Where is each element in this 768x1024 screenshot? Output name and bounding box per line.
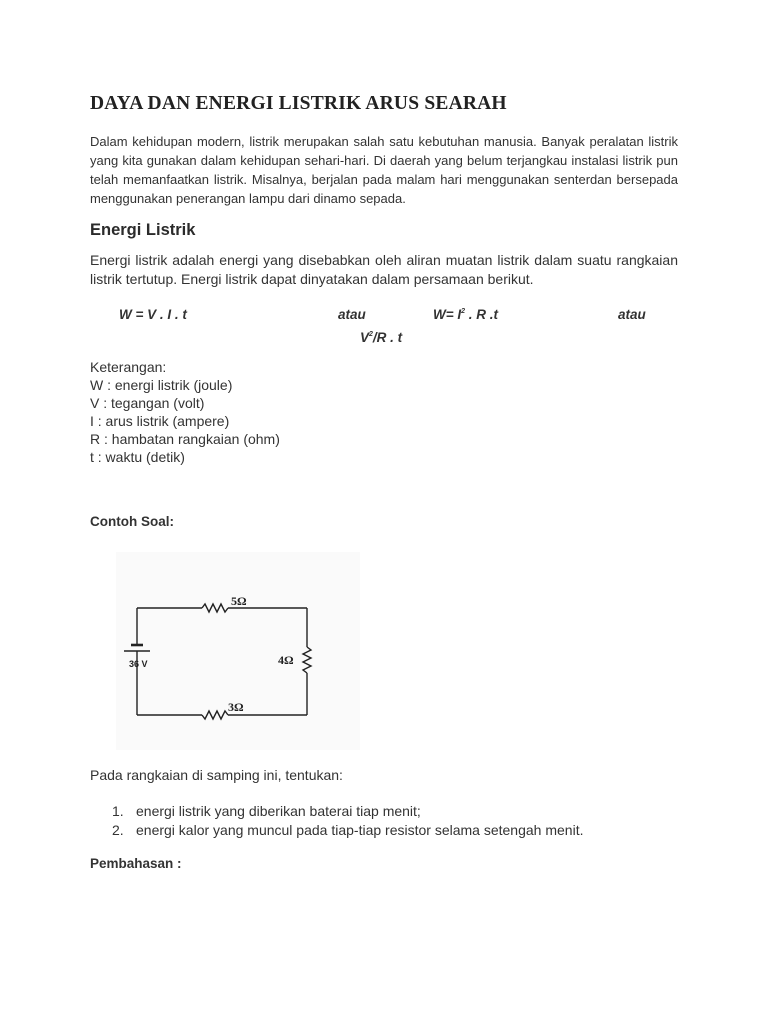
formula-v2-over-r-t: $V^2/R$ . t (360, 330, 403, 345)
intro-paragraph: Dalam kehidupan modern, listrik merupakan salah satu kebutuhan manusia. Banyak peralatan listrik yang kita gunakan dalam kehidupan sehari-hari. Di daerah yang belum terjangkau instalasi listrik pun telah memanfaatkan listrik. Misalnya, berjalan pada malam hari menggunakan senterdan bersepada menggunakan penerangan lampu dari dinamo sepada. (90, 134, 678, 206)
keterangan-item: R : hambatan rangkaian (ohm) (90, 431, 280, 447)
keterangan-item: V : tegangan (volt) (90, 395, 205, 411)
pembahasan-heading: Pembahasan : (90, 856, 182, 871)
keterangan-heading: Keterangan: (90, 359, 167, 375)
resistor-right-label: 4Ω (278, 653, 294, 667)
formula-separator-atau-1: atau (338, 307, 366, 322)
keterangan-item: t : waktu (detik) (90, 449, 185, 465)
battery-label: 36 V (129, 659, 148, 669)
resistor-top-label: 5Ω (231, 594, 247, 608)
formula-w-i2rt: $W= I^2$ . R .t (433, 307, 499, 322)
keterangan-item: I : arus listrik (ampere) (90, 413, 230, 429)
energi-listrik-paragraph: Energi listrik adalah energi yang disebabkan oleh aliran muatan listrik dalam suatu rangkaian listrik tertutup. Energi listrik dapat dinyatakan dalam persamaan berikut. (90, 252, 678, 287)
circuit-diagram (116, 552, 360, 750)
contoh-soal-heading: Contoh Soal: (90, 514, 174, 529)
list-item: 2. energi kalor yang muncul pada tiap-tiap resistor selama setengah menit. (112, 822, 584, 838)
question-list (112, 802, 583, 840)
resistor-bottom-label: 3Ω (228, 700, 244, 714)
keterangan-item: W : energi listrik (joule) (90, 377, 233, 393)
question-text: Pada rangkaian di samping ini, tentukan: (90, 767, 343, 783)
keterangan-list (90, 358, 280, 466)
formula-separator-atau-2: atau (618, 307, 646, 322)
formula-w-vit: W = V . I . t (119, 307, 187, 322)
page-title: DAYA DAN ENERGI LISTRIK ARUS SEARAH (90, 93, 507, 114)
section-heading-energi-listrik: Energi Listrik (90, 221, 196, 239)
list-item: 1. energi listrik yang diberikan baterai tiap menit; (112, 803, 421, 819)
